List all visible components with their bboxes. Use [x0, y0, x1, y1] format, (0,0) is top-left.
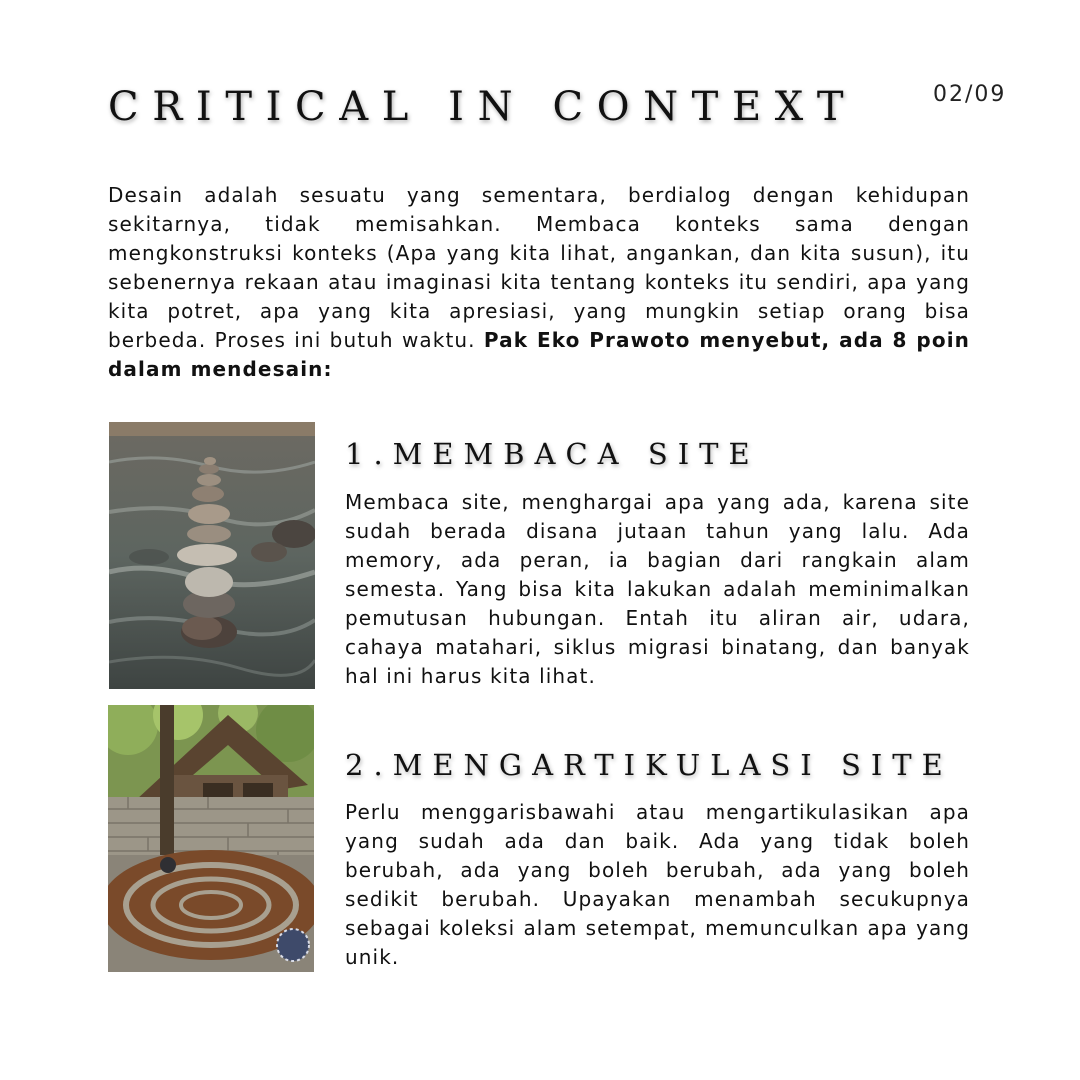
intro-paragraph [108, 181, 970, 384]
page-indicator: 02/09 [933, 82, 1007, 107]
wooden-hut-with-leaf-spiral-photo-icon [108, 705, 314, 972]
stacked-stones-in-river-photo-icon [109, 422, 315, 689]
section-title-membaca-site: 1.MEMBACA SITE [345, 437, 760, 471]
page-title: CRITICAL IN CONTEXT [108, 84, 858, 130]
section-title-mengartikulasi-site: 2.MENGARTIKULASI SITE [345, 748, 953, 782]
wooden-hut-photo [108, 705, 314, 972]
section-body-membaca-site: Membaca site, menghargai apa yang ada, karena site sudah berada disana jutaan tahun yang lalu. Ada memory, ada peran, ia bagian dari rangkain alam semesta. Yang bisa kita lakukan adalah meminimalkan pemutusan hubungan. Entah itu aliran air, udara, cahaya matahari, siklus migrasi binatang, dan banyak hal ini harus kita lihat. [345, 490, 970, 688]
section-body-mengartikulasi-site: Perlu menggarisbawahi atau mengartikulasikan apa yang sudah ada dan baik. Ada yang tidak boleh berubah, ada yang boleh berubah, ada yang boleh sedikit berubah. Upayakan menambah secukupnya sebagai koleksi alam setempat, memunculkan apa yang unik. [345, 800, 970, 969]
intro-text: Desain adalah sesuatu yang sementara, berdialog dengan kehidupan sekitarnya, tidak memisahkan. Membaca konteks sama dengan mengkonstruksi konteks (Apa yang kita lihat, angankan, dan kita susun), itu sebenernya rekaan atau imaginasi kita tentang konteks itu sendiri, apa yang kita potret, apa yang kita apresiasi, yang mungkin setiap orang bisa berbeda. Proses ini butuh waktu. [108, 183, 970, 352]
stacked-stones-photo [109, 422, 315, 689]
intro-bold-text: Pak Eko Prawoto menyebut, ada 8 poin dalam mendesain: [108, 328, 970, 381]
